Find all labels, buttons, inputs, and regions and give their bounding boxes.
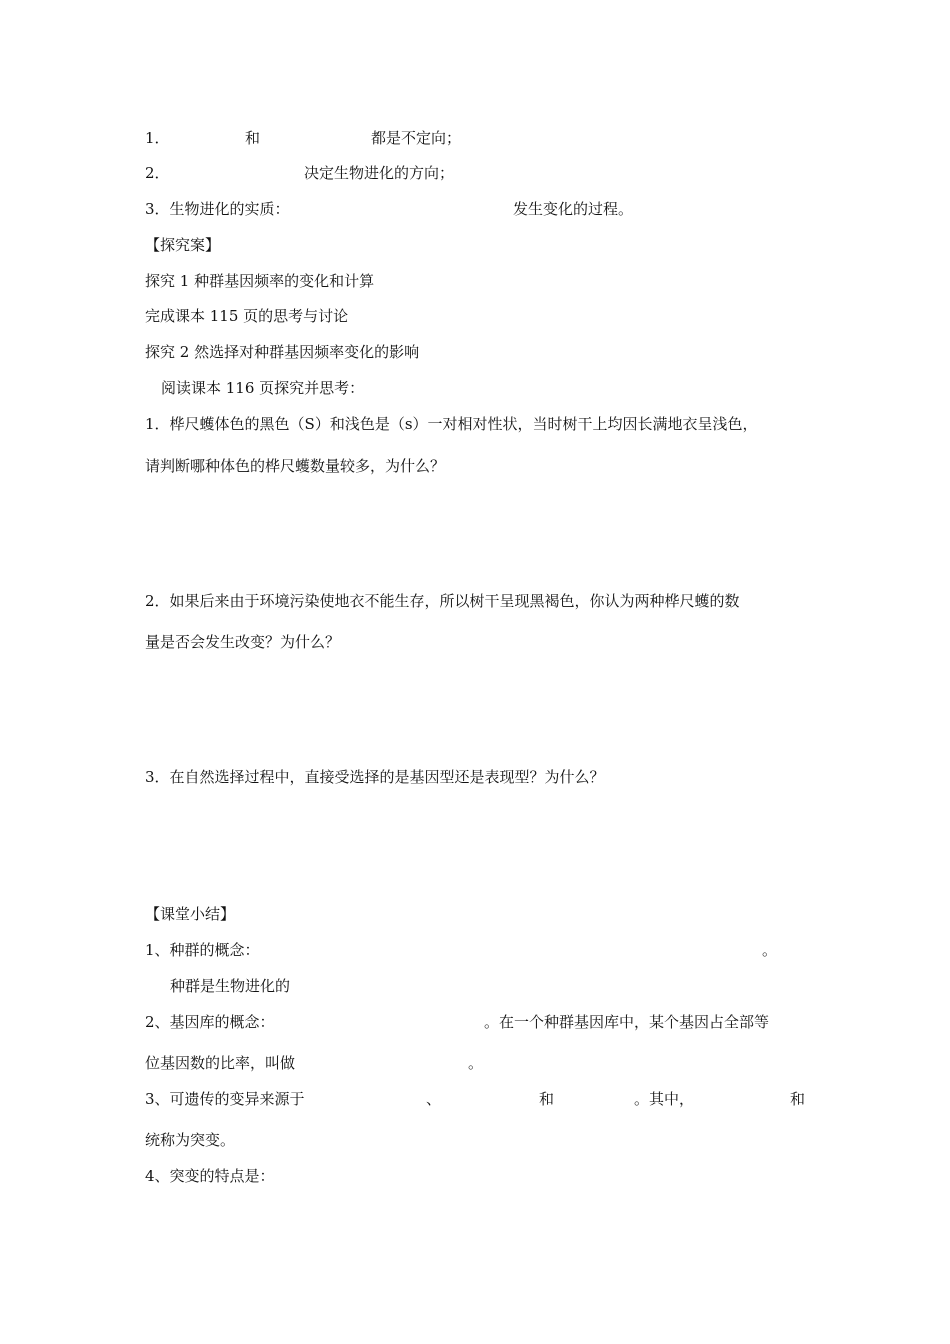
explore-2-read: 阅读课本 116 页探究并思考： [161,379,365,397]
question-3-line-1: 3．在自然选择过程中，直接受选择的是基因型还是表现型？为什么？ [145,768,605,786]
summary-2-head: 2、基因库的概念： [145,1013,275,1031]
item-3-head: 3．生物进化的实质： [145,200,290,218]
explore-header: 【探究案】 [145,236,221,254]
summary-3-head: 3、可遗传的变异来源于 [145,1090,305,1108]
item-1-number: 1． [145,129,170,147]
question-1-line-2: 请判断哪种体色的桦尺蠖数量较多，为什么？ [145,457,446,475]
item-1-tail: 都是不定向； [371,129,462,147]
question-2-line-1: 2．如果后来由于环境污染使地衣不能生存，所以树干呈现黑褐色，你认为两种桦尺蠖的数 [145,592,740,610]
question-2-line-2: 量是否会发生改变？为什么？ [145,633,341,651]
explore-1-task: 完成课本 115 页的思考与讨论 [145,307,349,325]
summary-2b-end: 。 [468,1054,484,1072]
summary-3-comma: 、 [426,1090,442,1108]
summary-1-head: 1、种群的概念： [145,941,260,959]
summary-3-and-1: 和 [539,1090,555,1108]
explore-2-title: 探究 2 然选择对种群基因频率变化的影响 [145,343,420,361]
summary-3-mid: 。其中， [634,1090,695,1108]
summary-4: 4、突变的特点是： [145,1167,275,1185]
summary-3-and-2: 和 [790,1090,806,1108]
explore-1-title: 探究 1 种群基因频率的变化和计算 [145,272,375,290]
item-2-number: 2． [145,164,170,182]
item-1-and: 和 [245,129,261,147]
summary-2b-head: 位基因数的比率，叫做 [145,1054,296,1072]
item-3-tail: 发生变化的过程。 [513,200,634,218]
summary-1-sub: 种群是生物进化的 [170,977,291,995]
summary-header: 【课堂小结】 [145,905,236,923]
question-1-line-1: 1．桦尺蠖体色的黑色（S）和浅色是（s）一对相对性状，当时树干上均因长满地衣呈浅色， [145,415,758,433]
summary-1-end: 。 [762,941,778,959]
item-2-tail: 决定生物进化的方向； [304,164,455,182]
summary-2-tail: 。在一个种群基因库中，某个基因占全部等 [484,1013,770,1031]
summary-3b: 统称为突变。 [145,1131,236,1149]
